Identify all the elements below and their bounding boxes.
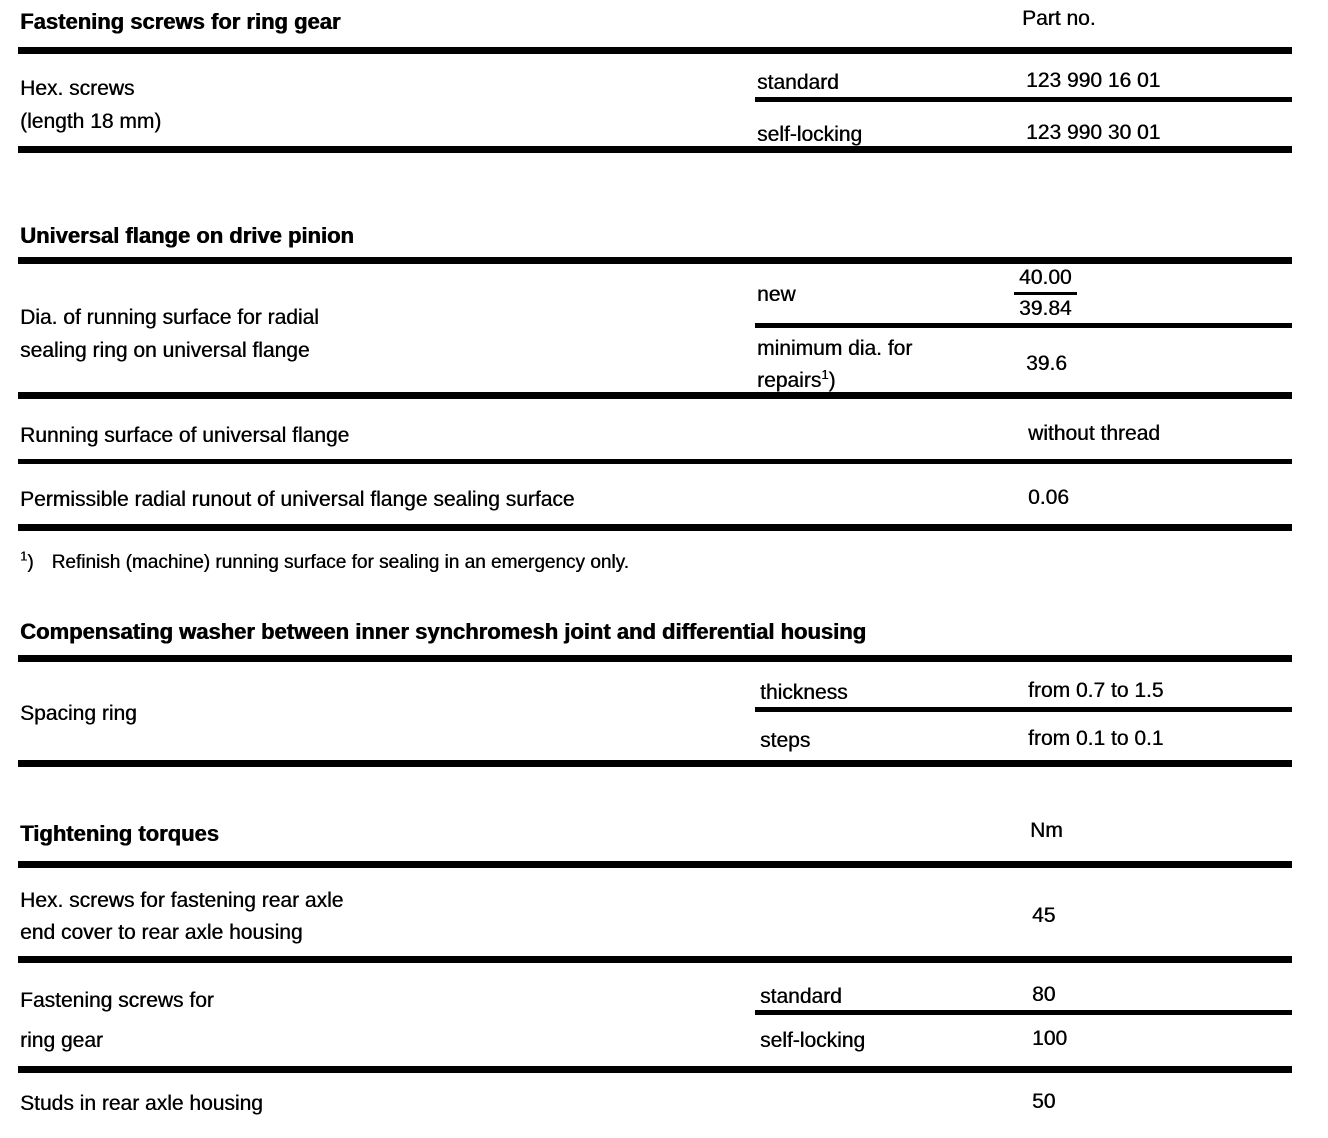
- row-label-hex-screws-line2: (length 18 mm): [20, 110, 162, 133]
- variant-label-standard-torque: standard: [760, 985, 842, 1008]
- variant-label-standard: standard: [757, 71, 839, 94]
- section-heading-fastening-screws: Fastening screws for ring gear: [20, 9, 341, 34]
- divider: [18, 861, 1292, 868]
- divider: [755, 1010, 1292, 1015]
- row-label-radial-runout: Permissible radial runout of universal flange sealing surface: [20, 488, 575, 511]
- row-label-hex-screws-end-cover-line2: end cover to rear axle housing: [20, 921, 303, 944]
- divider: [18, 459, 1292, 464]
- value-torque-end-cover: 45: [1032, 904, 1056, 927]
- section-heading-compensating-washer: Compensating washer between inner synchromesh joint and differential housing: [20, 619, 866, 644]
- value-radial-runout: 0.06: [1028, 486, 1069, 509]
- footnote-marker: 1: [20, 548, 28, 564]
- divider: [755, 707, 1292, 712]
- section-heading-universal-flange: Universal flange on drive pinion: [20, 223, 354, 248]
- divider: [755, 323, 1292, 328]
- variant-label-self-locking: self-locking: [757, 123, 863, 146]
- row-label-fastening-screws-ring-gear-line2: ring gear: [20, 1029, 103, 1052]
- footnote-text: Refinish (machine) running surface for sealing in an emergency only.: [51, 552, 629, 573]
- row-label-running-surface: Running surface of universal flange: [20, 424, 350, 447]
- variant-label-repairs: repairs$^1$): [757, 367, 836, 392]
- variant-label-self-locking-torque: self-locking: [760, 1029, 866, 1052]
- footnote: $^1$) Refinish (machine) running surface for sealing in an emergency only.: [20, 548, 629, 573]
- fraction-lower-value: 39.84: [1019, 297, 1072, 321]
- value-torque-self-locking: 100: [1032, 1027, 1068, 1050]
- divider: [18, 956, 1292, 963]
- divider: [755, 97, 1292, 102]
- row-label-dia-running-surface-line2: sealing ring on universal flange: [20, 339, 310, 362]
- divider: [18, 257, 1292, 264]
- footnote-marker: 1: [821, 367, 829, 382]
- part-number-self-locking: 123 990 30 01: [1026, 121, 1161, 144]
- variant-label-new: new: [757, 283, 796, 306]
- divider: [18, 524, 1292, 531]
- row-label-hex-screws-end-cover: Hex. screws for fastening rear axle: [20, 889, 344, 912]
- row-label-fastening-screws-ring-gear: Fastening screws for: [20, 989, 214, 1012]
- divider: [18, 47, 1292, 54]
- variant-label-steps: steps: [760, 729, 811, 752]
- column-header-nm: Nm: [1030, 819, 1063, 842]
- divider: [18, 392, 1292, 399]
- row-label-dia-running-surface: Dia. of running surface for radial: [20, 306, 319, 329]
- fraction-upper-value: 40.00: [1014, 266, 1077, 295]
- value-without-thread: without thread: [1028, 422, 1160, 445]
- row-label-spacing-ring: Spacing ring: [20, 702, 137, 725]
- value-torque-studs: 50: [1032, 1090, 1056, 1113]
- value-torque-standard: 80: [1032, 983, 1056, 1006]
- row-label-studs: Studs in rear axle housing: [20, 1092, 263, 1115]
- value-fraction: [1014, 266, 1077, 320]
- divider: [18, 1066, 1292, 1073]
- divider: [18, 146, 1292, 153]
- variant-label-minimum-dia: minimum dia. for: [757, 337, 913, 360]
- value-steps: from 0.1 to 0.1: [1028, 727, 1164, 750]
- row-label-hex-screws: Hex. screws: [20, 77, 135, 100]
- value-minimum-dia: 39.6: [1026, 352, 1067, 375]
- variant-label-thickness: thickness: [760, 681, 848, 704]
- section-heading-tightening-torques: Tightening torques: [20, 821, 219, 846]
- column-header-part-no: Part no.: [1022, 7, 1096, 30]
- part-number-standard: 123 990 16 01: [1026, 69, 1161, 92]
- value-thickness: from 0.7 to 1.5: [1028, 679, 1164, 702]
- divider: [18, 760, 1292, 767]
- divider: [18, 655, 1292, 662]
